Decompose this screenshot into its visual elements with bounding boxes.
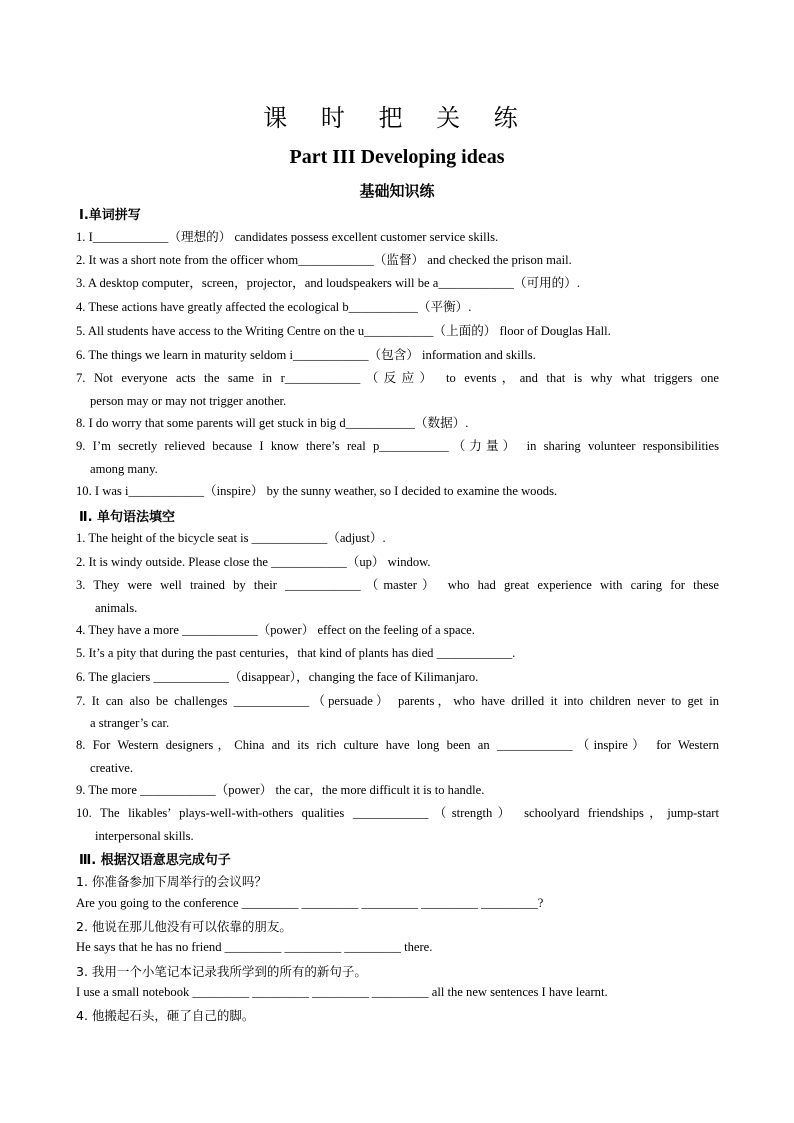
translation-item-1-zh: 1. 你准备参加下周举行的会议吗？ [76, 874, 267, 889]
translation-item-1-en: Are you going to the conference _________ _________ _________ _________ _________? [76, 896, 544, 910]
section-heading-spelling: Ⅰ.单词拼写 [79, 208, 141, 223]
grammar-item-8: 8. For Western designers，China and its rich culture have long been an ____________（inspire） for Western [76, 738, 719, 752]
grammar-item-6: 6. The glaciers ____________（disappear），changing the face of Kilimanjaro. [76, 670, 479, 684]
grammar-item-4: 4. They have a more ____________（power） effect on the feeling of a space. [76, 623, 475, 637]
spelling-item-1: 1. I____________（理想的） candidates possess excellent customer service skills. [76, 230, 499, 244]
translation-item-3-en: I use a small notebook _________ _________ _________ _________ all the new sentences I have learnt. [76, 985, 608, 999]
spelling-item-9: 9. I’m secretly relieved because I know there’s real p___________（力量） in sharing volunteer responsibilities [76, 439, 719, 453]
section-subtitle: 基础知识练 [359, 182, 435, 200]
grammar-item-8-cont: creative. [90, 761, 133, 775]
spelling-item-6: 6. The things we learn in maturity seldom i____________（包含） information and skills. [76, 348, 536, 362]
section-heading-translation: Ⅲ. 根据汉语意思完成句子 [79, 853, 231, 868]
translation-item-2-en: He says that he has no friend _________ _________ _________ there. [76, 940, 433, 954]
spelling-item-9-cont: among many. [90, 462, 158, 476]
page-title: 课 时 把 关 练 [263, 104, 531, 132]
grammar-item-7-cont: a stranger’s car. [90, 716, 170, 730]
grammar-item-10-cont: interpersonal skills. [95, 829, 194, 843]
section-heading-grammar: Ⅱ. 单句语法填空 [79, 510, 176, 525]
spelling-item-4: 4. These actions have greatly affected the ecological b___________（平衡）. [76, 300, 472, 314]
grammar-item-5: 5. It’s a pity that during the past centuries，that kind of plants has died ____________. [76, 646, 516, 660]
spelling-item-2: 2. It was a short note from the officer whom____________（监督） and checked the prison mail. [76, 253, 572, 267]
spelling-item-8: 8. I do worry that some parents will get stuck in big d___________（数据）. [76, 416, 469, 430]
translation-item-4-zh: 4. 他搬起石头，砸了自己的脚。 [76, 1008, 255, 1023]
grammar-item-3: 3. They were well trained by their ____________（master） who had great experience with caring for these [76, 578, 719, 592]
spelling-item-7-cont: person may or may not trigger another. [90, 394, 287, 408]
translation-item-2-zh: 2. 他说在那儿他没有可以依靠的朋友。 [76, 919, 292, 934]
translation-item-3-zh: 3. 我用一个小笔记本记录我所学到的所有的新句子。 [76, 964, 367, 979]
spelling-item-7: 7. Not everyone acts the same in r____________（反应） to events，and that is why what triggers one [76, 371, 719, 385]
grammar-item-9: 9. The more ____________（power） the car，the more difficult it is to handle. [76, 783, 485, 797]
part-heading: Part III Developing ideas [289, 146, 505, 168]
grammar-item-7: 7. It can also be challenges ____________（persuade） parents，who have drilled it into children never to get in [76, 694, 719, 708]
grammar-item-3-cont: animals. [95, 601, 138, 615]
grammar-item-1: 1. The height of the bicycle seat is ____________（adjust）. [76, 531, 386, 545]
spelling-item-10: 10. I was i____________（inspire） by the sunny weather, so I decided to examine the woods. [76, 484, 558, 498]
spelling-item-5: 5. All students have access to the Writing Centre on the u___________（上面的） floor of Douglas Hall. [76, 324, 611, 338]
grammar-item-2: 2. It is windy outside. Please close the ____________（up） window. [76, 555, 431, 569]
spelling-item-3: 3. A desktop computer，screen，projector，and loudspeakers will be a____________（可用的）. [76, 276, 581, 290]
grammar-item-10: 10. The likables’ plays-well-with-others qualities ____________（strength） schoolyard friendships，jump-start [76, 806, 719, 820]
